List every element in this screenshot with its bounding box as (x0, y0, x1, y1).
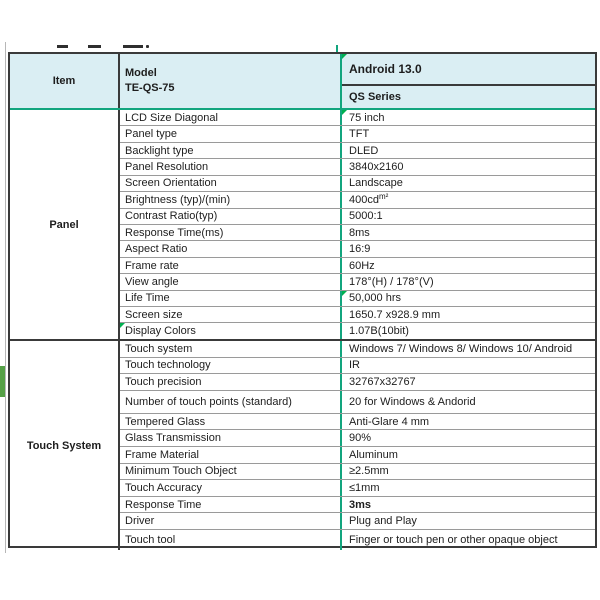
header-series-cell (342, 86, 595, 108)
table-row (120, 390, 595, 413)
row-label: Frame rate (120, 258, 342, 273)
table-row (120, 357, 595, 374)
row-value (342, 291, 595, 306)
section-panel-rows (120, 110, 595, 339)
table-row (120, 479, 595, 496)
table-header (10, 54, 595, 110)
section-touch-system-rows (120, 341, 595, 550)
row-value: 5000:1 (349, 210, 383, 223)
clipped-text-fragment (88, 45, 101, 48)
table-row (120, 191, 595, 207)
row-label: Touch precision (120, 374, 342, 390)
row-label: Life Time (120, 291, 342, 306)
table-row (120, 529, 595, 550)
row-value: 8ms (349, 226, 370, 239)
row-label: Response Time(ms) (120, 225, 342, 240)
section-touch-system-title: Touch System (10, 341, 120, 550)
header-model-line1: Model (125, 67, 157, 79)
row-value: Aluminum (349, 448, 398, 461)
cell-warning-flag-icon (342, 110, 347, 115)
row-value: IR (349, 359, 360, 372)
table-row (120, 322, 595, 338)
table-row (120, 373, 595, 390)
row-label: Driver (120, 513, 342, 529)
row-value: DLED (349, 144, 379, 157)
clipped-text-fragment (57, 45, 68, 48)
row-value: 20 for Windows & Andorid (349, 395, 476, 408)
row-label-text: Display Colors (125, 325, 196, 338)
row-value-text: 50,000 hrs (349, 292, 401, 305)
table-row (120, 257, 595, 273)
row-label: View angle (120, 274, 342, 289)
header-right-column (342, 54, 595, 108)
row-value: 3ms (349, 498, 372, 511)
section-touch-system (10, 339, 595, 550)
row-value-superscript: m² (378, 192, 389, 202)
row-label: Touch system (120, 341, 342, 357)
row-label: Response Time (120, 497, 342, 513)
row-value: 1.07B(10bit) (349, 325, 409, 338)
row-value: ≥2.5mm (349, 465, 389, 478)
row-label: LCD Size Diagonal (120, 110, 342, 125)
table-row (120, 273, 595, 289)
header-os-cell (342, 54, 595, 86)
row-label: Minimum Touch Object (120, 464, 342, 480)
clipped-text-fragment (146, 45, 149, 48)
row-label: Glass Transmission (120, 430, 342, 446)
header-model-cell (120, 54, 342, 108)
row-label: Brightness (typ)/(min) (120, 192, 342, 207)
row-label: Touch technology (120, 358, 342, 374)
row-value: 1650.7 x928.9 mm (349, 308, 441, 321)
row-value (342, 110, 595, 125)
row-label: Number of touch points (standard) (120, 391, 342, 413)
clipped-text-fragment (123, 45, 143, 48)
cell-warning-flag-icon (342, 54, 347, 59)
header-model-line2: TE-QS-75 (125, 82, 175, 94)
row-value (342, 192, 595, 207)
table-row (120, 496, 595, 513)
table-row (120, 224, 595, 240)
row-value-text: 400cd (349, 193, 379, 206)
table-row (120, 429, 595, 446)
cell-warning-flag-icon (342, 291, 347, 296)
row-value: Windows 7/ Windows 8/ Windows 10/ Android (349, 342, 573, 355)
table-row (120, 125, 595, 141)
row-label: Aspect Ratio (120, 241, 342, 256)
row-value: Landscape (349, 177, 403, 190)
table-row (120, 290, 595, 306)
sheet-edge-strip (0, 366, 5, 397)
header-item-label: Item (52, 75, 76, 87)
spec-table (8, 52, 597, 548)
header-os-label: Android 13.0 (349, 62, 422, 76)
table-row (120, 306, 595, 322)
cell-warning-flag-icon (120, 323, 125, 328)
row-label: Screen size (120, 307, 342, 322)
table-row (120, 142, 595, 158)
table-row (120, 240, 595, 256)
row-value-text: 75 inch (349, 111, 385, 124)
row-label: Tempered Glass (120, 414, 342, 430)
section-panel-title: Panel (10, 110, 120, 339)
table-row (120, 175, 595, 191)
row-label: Panel Resolution (120, 159, 342, 174)
row-label: Frame Material (120, 447, 342, 463)
row-value: Plug and Play (349, 515, 417, 528)
row-value: 32767x32767 (349, 375, 416, 388)
row-label: Panel type (120, 126, 342, 141)
row-label: Backlight type (120, 143, 342, 158)
table-row (120, 446, 595, 463)
section-panel (10, 110, 595, 339)
row-label (120, 323, 342, 338)
header-series-label: QS Series (349, 91, 401, 103)
header-item-cell (10, 54, 120, 108)
row-label: Contrast Ratio(typ) (120, 209, 342, 224)
row-value: 3840x2160 (349, 160, 404, 173)
row-value: 60Hz (349, 259, 375, 272)
table-row (120, 341, 595, 357)
row-value: 178°(H) / 178°(V) (349, 275, 434, 288)
row-value: 16:9 (349, 243, 371, 256)
table-row (120, 413, 595, 430)
row-label: Touch tool (120, 530, 342, 550)
table-row (120, 110, 595, 125)
table-row (120, 208, 595, 224)
table-row (120, 158, 595, 174)
table-row (120, 463, 595, 480)
row-value: TFT (349, 128, 370, 141)
row-value: 90% (349, 432, 372, 445)
row-label: Touch Accuracy (120, 480, 342, 496)
row-value: Anti-Glare 4 mm (349, 415, 430, 428)
row-value: Finger or touch pen or other opaque object (349, 533, 558, 546)
row-label: Screen Orientation (120, 176, 342, 191)
table-row (120, 512, 595, 529)
pane-edge-line (5, 42, 6, 553)
row-value: ≤1mm (349, 481, 380, 494)
